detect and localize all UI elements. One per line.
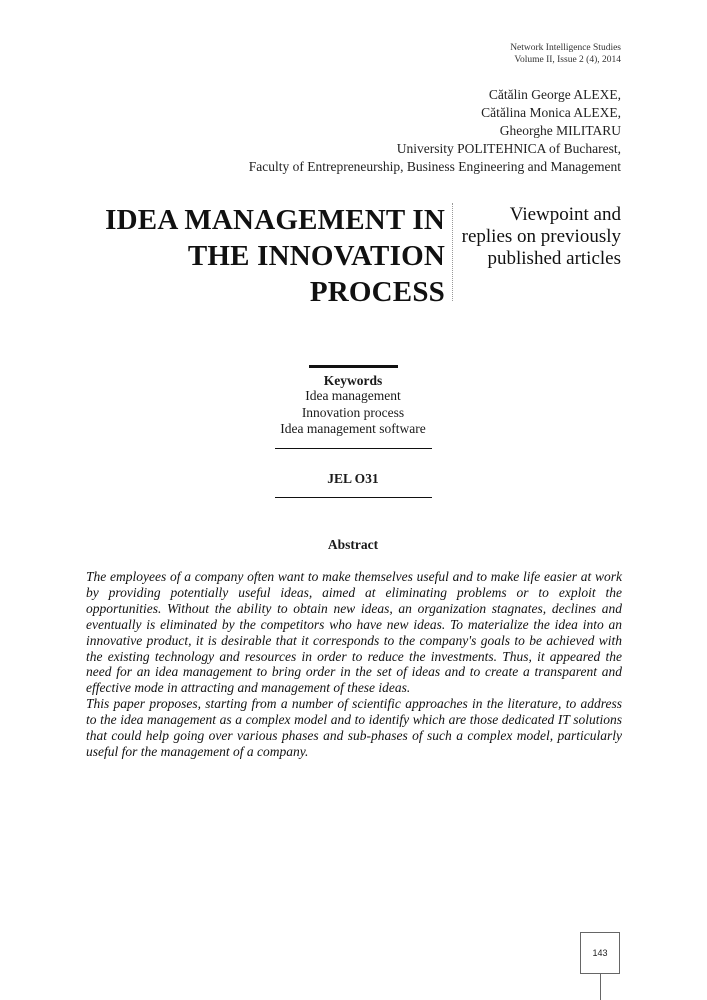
author-name: Cătălin George ALEXE, [488, 87, 621, 102]
author-affiliation: University POLITEHNICA of Bucharest, [396, 141, 621, 156]
keyword-item: Innovation process [301, 404, 405, 420]
author-name: Cătălina Monica ALEXE, [481, 105, 621, 120]
jel-divider [275, 497, 432, 498]
page-number: 143 [580, 932, 620, 974]
abstract-paragraph: The employees of a company often want to make themselves useful and to make life easier at work by providing potentially useful ideas, aimed at eliminating problems or to exploit the opportunities. Without the ability to obtain new ideas, an organization stagnates, declines and eventually is eliminated by the competitors who have new ideas. To materialize the idea into an innovative product, it is desirable that it corresponds to the company's goals to be achieved with the existing technology and resources in order to reduce the investments. Thus, it appeared the need for an idea management to bring order in the set of ideas and to create a transparent and effective mode in attracting and management of these ideas. [86, 569, 622, 696]
page-number-line [600, 974, 601, 1000]
title-line: IDEA MANAGEMENT IN [105, 204, 445, 236]
keywords-list [253, 388, 453, 438]
section-type [441, 204, 621, 270]
journal-issue: Volume II, Issue 2 (4), 2014 [514, 55, 621, 65]
keywords-divider [275, 448, 432, 449]
author-block [249, 86, 621, 176]
abstract-heading: Abstract [327, 537, 379, 552]
jel-code: JEL O31 [327, 471, 379, 486]
keyword-item: Idea management software [280, 421, 426, 436]
author-name: Gheorghe MILITARU [499, 123, 621, 138]
keywords-heading: Keywords [323, 373, 383, 388]
author-faculty: Faculty of Entrepreneurship, Business Engineering and Management [248, 159, 621, 174]
section-type-line: Viewpoint and [509, 204, 621, 225]
section-type-line: published articles [487, 248, 621, 269]
title-line: THE INNOVATION [187, 240, 445, 272]
abstract-paragraph: This paper proposes, starting from a number of scientific approaches in the literature, to address to the idea management as a complex model and to identify which are those dedicated IT solutions that could help going over various phases and sub-phases of such a complex model, particularly useful for the management of a company. [86, 696, 622, 759]
journal-name: Network Intelligence Studies [510, 43, 621, 53]
keyword-item: Idea management [305, 388, 401, 403]
journal-header [510, 42, 621, 66]
title-line: PROCESS [309, 276, 445, 308]
paper-title [85, 202, 445, 310]
abstract-body [86, 569, 622, 760]
section-type-line: replies on previously [461, 226, 621, 247]
keywords-rule [309, 365, 398, 368]
